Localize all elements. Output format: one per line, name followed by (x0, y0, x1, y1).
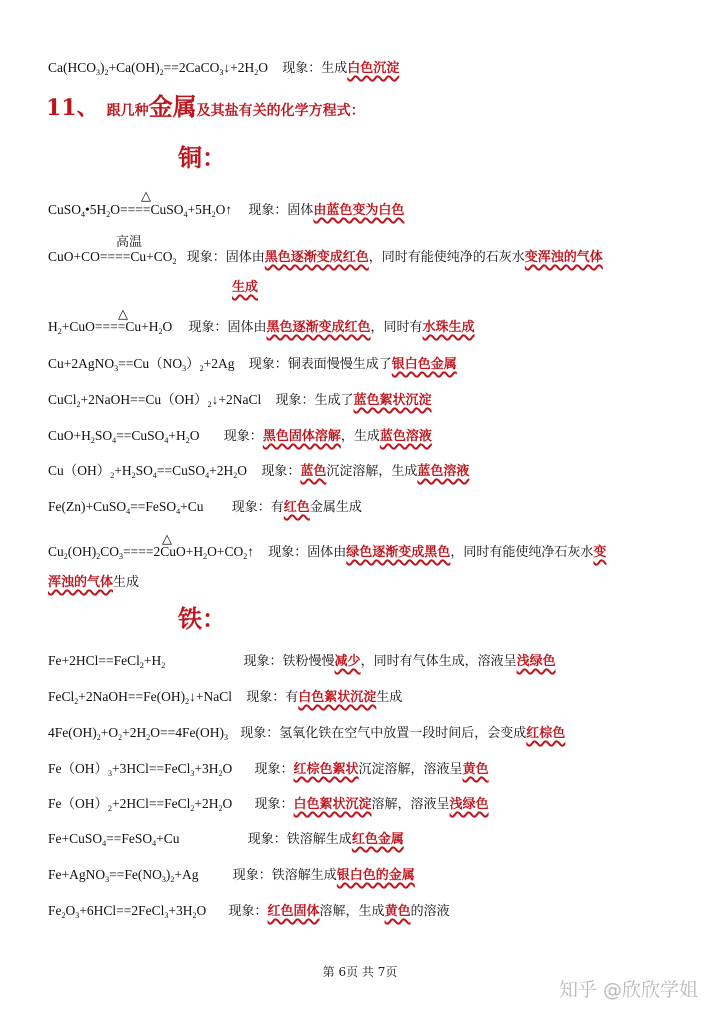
equation-line-cucl2-naoh (48, 391, 690, 410)
equation-line-cuo-co (48, 235, 690, 267)
phenomenon-text: 生成 (321, 61, 348, 76)
highlight: 绿色逐渐变成黑色 (346, 545, 451, 560)
phenomenon-text: ，同时有能使纯净石灰水 (450, 545, 594, 560)
equation: $Fe_2O_3+6HCl==2FeCl_3+3H_2O$ (48, 903, 207, 920)
highlight: 蓝色 (300, 464, 327, 479)
equation: $Cu_2(OH)_2CO_3====2CuO+H_2O+CO_2↑$ (48, 544, 254, 561)
equation-line-feoh2-oxidation (48, 724, 690, 743)
phenomenon-label: 现象： (261, 464, 301, 479)
phenomenon-label: 现象： (243, 654, 283, 669)
phenomenon-text: ，同时有能使纯净的石灰水 (368, 250, 525, 265)
equation: $4Fe(OH)_2+O_2+2H_2O==4Fe(OH)_3$ (48, 725, 228, 742)
highlight: 变 (593, 545, 607, 560)
equation: $Fe+2HCl==FeCl_2+H_2$ (48, 653, 166, 670)
highlight: 浅绿色 (516, 654, 556, 669)
watermark: 知乎 @欣欣学姐 (558, 979, 698, 1001)
highlight: 黑色固体溶解 (262, 429, 341, 444)
equation-line-fecl2-naoh (48, 688, 690, 707)
phenomenon-label: 现象： (254, 797, 294, 812)
phenomenon-text: 沉淀溶解，生成 (326, 464, 418, 479)
copper-heading: 铜： (178, 143, 226, 172)
highlight: 白色沉淀 (347, 61, 400, 76)
equation: $Fe+AgNO_3==Fe(NO_3)_2+Ag$ (48, 867, 199, 884)
heat-symbol: △ (118, 307, 128, 322)
highlight: 由蓝色变为白色 (313, 203, 405, 218)
equation: $H_2+CuO====Cu+H_2O$ (48, 319, 173, 336)
phenomenon-text: 有 (270, 500, 284, 515)
heading-big: 金属 (148, 92, 197, 121)
phenomenon-text: 生成了 (314, 393, 354, 408)
equation-line-feoh2-hcl (48, 795, 690, 814)
heat-symbol: △ (162, 532, 172, 547)
equation-line-cuso4-hydrate (48, 189, 690, 220)
highlight: 白色絮状沉淀 (298, 690, 377, 705)
highlight: 红棕色 (526, 726, 566, 741)
highlight: 白色絮状沉淀 (293, 797, 372, 812)
page-footer: 第 6页 共 7页 (322, 965, 398, 979)
highlight: 黄色 (462, 762, 489, 777)
equation-line-fe-cuso4-2 (48, 830, 690, 849)
equation: $Cu(OH)_2+H_2SO_4==CuSO_4+2H_2O$ (48, 463, 248, 480)
phenomenon-text: 氢氧化铁在空气中放置一段时间后，会变成 (279, 726, 527, 741)
phenomenon-text: 铁粉慢慢 (282, 654, 335, 669)
equation-line-fe-hcl (48, 652, 690, 671)
phenomenon-text: 铁溶解生成 (271, 868, 337, 883)
phenomenon-label: 现象： (254, 762, 294, 777)
phenomenon-label: 现象： (232, 868, 272, 883)
highlight: 浅绿色 (449, 797, 489, 812)
phenomenon-text: 金属生成 (309, 500, 362, 515)
equation-line-cu-agno3 (48, 355, 690, 374)
highlight: 减少 (334, 654, 361, 669)
phenomenon-text: ，同时有气体生成，溶液呈 (360, 654, 517, 669)
equation-line-cuo-co-cont (232, 279, 690, 297)
phenomenon-label: 现象： (282, 61, 322, 76)
equation-line-cu2oh2co3 (48, 532, 690, 562)
phenomenon-text: 沉淀溶解，溶液呈 (358, 762, 463, 777)
phenomenon-text: 的溶液 (410, 904, 450, 919)
heading-number: 11、 (46, 95, 99, 121)
equation: $CuCl_2+2NaOH==Cu(OH)_2↓+2NaCl$ (48, 392, 262, 409)
equation: $Fe(OH)_3+3HCl==FeCl_3+3H_2O$ (48, 761, 233, 778)
equation: Fe+CuSO$_4$==FeSO$_4$+Cu (48, 831, 180, 848)
phenomenon-label: 现象： (268, 545, 308, 560)
highlight: 生成 (232, 280, 259, 295)
phenomenon-label: 现象： (240, 726, 280, 741)
highlight: 黑色逐渐变成红色 (264, 250, 369, 265)
equation: $FeCl_2+2NaOH==Fe(OH)_2↓+NaCl$ (48, 689, 232, 706)
phenomenon-text: 生成 (376, 690, 403, 705)
phenomenon-text: 固体由 (225, 250, 265, 265)
highlight: 红棕色絮状 (293, 762, 359, 777)
equation-line-fe-cuso4 (48, 498, 690, 517)
equation: $CuSO_4•5H_2O====CuSO_4+5H_2O↑$ (48, 202, 233, 219)
section-heading (46, 92, 365, 126)
equation: $CuO+CO====Cu+CO_2$ (48, 249, 177, 266)
high-temp-label: 高温 (116, 235, 143, 250)
heat-symbol: △ (141, 189, 151, 204)
phenomenon-text: 铜表面慢慢生成了 (287, 357, 392, 372)
highlight: 银白色的金属 (336, 868, 415, 883)
phenomenon-text: 生成 (113, 575, 140, 590)
equation: Fe(Zn)+CuSO$_4$==FeSO$_4$+Cu (48, 499, 204, 516)
equation: $Cu+2AgNO_3==Cu(NO_3)_2+2Ag$ (48, 356, 235, 373)
phenomenon-label: 现象： (186, 250, 226, 265)
highlight: 黑色逐渐变成红色 (266, 320, 371, 335)
highlight: 黄色 (384, 904, 411, 919)
highlight: 红色金属 (351, 832, 404, 847)
phenomenon-text: 溶解，溶液呈 (371, 797, 450, 812)
phenomenon-label: 现象： (188, 320, 228, 335)
highlight: 蓝色溶液 (417, 464, 470, 479)
equation-line-fe2o3-hcl (48, 902, 690, 921)
highlight: 蓝色溶液 (379, 429, 432, 444)
phenomenon-label: 现象： (246, 690, 286, 705)
highlight: 红色固体 (267, 904, 320, 919)
phenomenon-text: 铁溶解生成 (286, 832, 352, 847)
equation-line-cuo-h2so4 (48, 427, 690, 446)
phenomenon-text: 溶解，生成 (319, 904, 385, 919)
equation-line-h2-cuo (48, 307, 690, 337)
phenomenon-text: 固体由 (307, 545, 347, 560)
highlight: 水珠生成 (422, 320, 475, 335)
phenomenon-label: 现象： (228, 904, 268, 919)
phenomenon-label: 现象： (248, 357, 288, 372)
equation-line-cuoh2-h2so4 (48, 462, 690, 481)
equation-line-feoh3-hcl (48, 760, 690, 779)
highlight: 蓝色絮状沉淀 (353, 393, 432, 408)
equation-line-cu2oh2co3-cont (48, 574, 690, 592)
phenomenon-text: 固体由 (227, 320, 267, 335)
phenomenon-text: 有 (285, 690, 299, 705)
iron-heading: 铁： (178, 604, 226, 633)
equation: $Ca(HCO_3)_2+Ca(OH)_2==2CaCO_3↓+2H_2O$ (48, 60, 268, 77)
phenomenon-text: ，生成 (340, 429, 380, 444)
equation: $Fe(OH)_2+2HCl==FeCl_2+2H_2O$ (48, 796, 233, 813)
highlight: 银白色金属 (391, 357, 457, 372)
equation-line-fe-agno3 (48, 866, 690, 885)
highlight: 浑浊的气体 (48, 575, 114, 590)
heading-pre: 跟几种 (106, 103, 149, 119)
phenomenon-label: 现象： (248, 203, 288, 218)
phenomenon-label: 现象： (275, 393, 315, 408)
highlight: 红色 (283, 500, 310, 515)
phenomenon-text: ，同时有 (370, 320, 423, 335)
phenomenon-label: 现象： (247, 832, 287, 847)
highlight: 变浑浊的气体 (524, 250, 603, 265)
equation: $CuO+H_2SO_4==CuSO_4+H_2O$ (48, 428, 200, 445)
phenomenon-text: 固体 (287, 203, 314, 218)
phenomenon-label: 现象： (231, 500, 271, 515)
heading-post: 及其盐有关的化学方程式： (196, 103, 365, 119)
phenomenon-label: 现象： (223, 429, 263, 444)
equation-line-caoh-caco3 (48, 59, 690, 78)
